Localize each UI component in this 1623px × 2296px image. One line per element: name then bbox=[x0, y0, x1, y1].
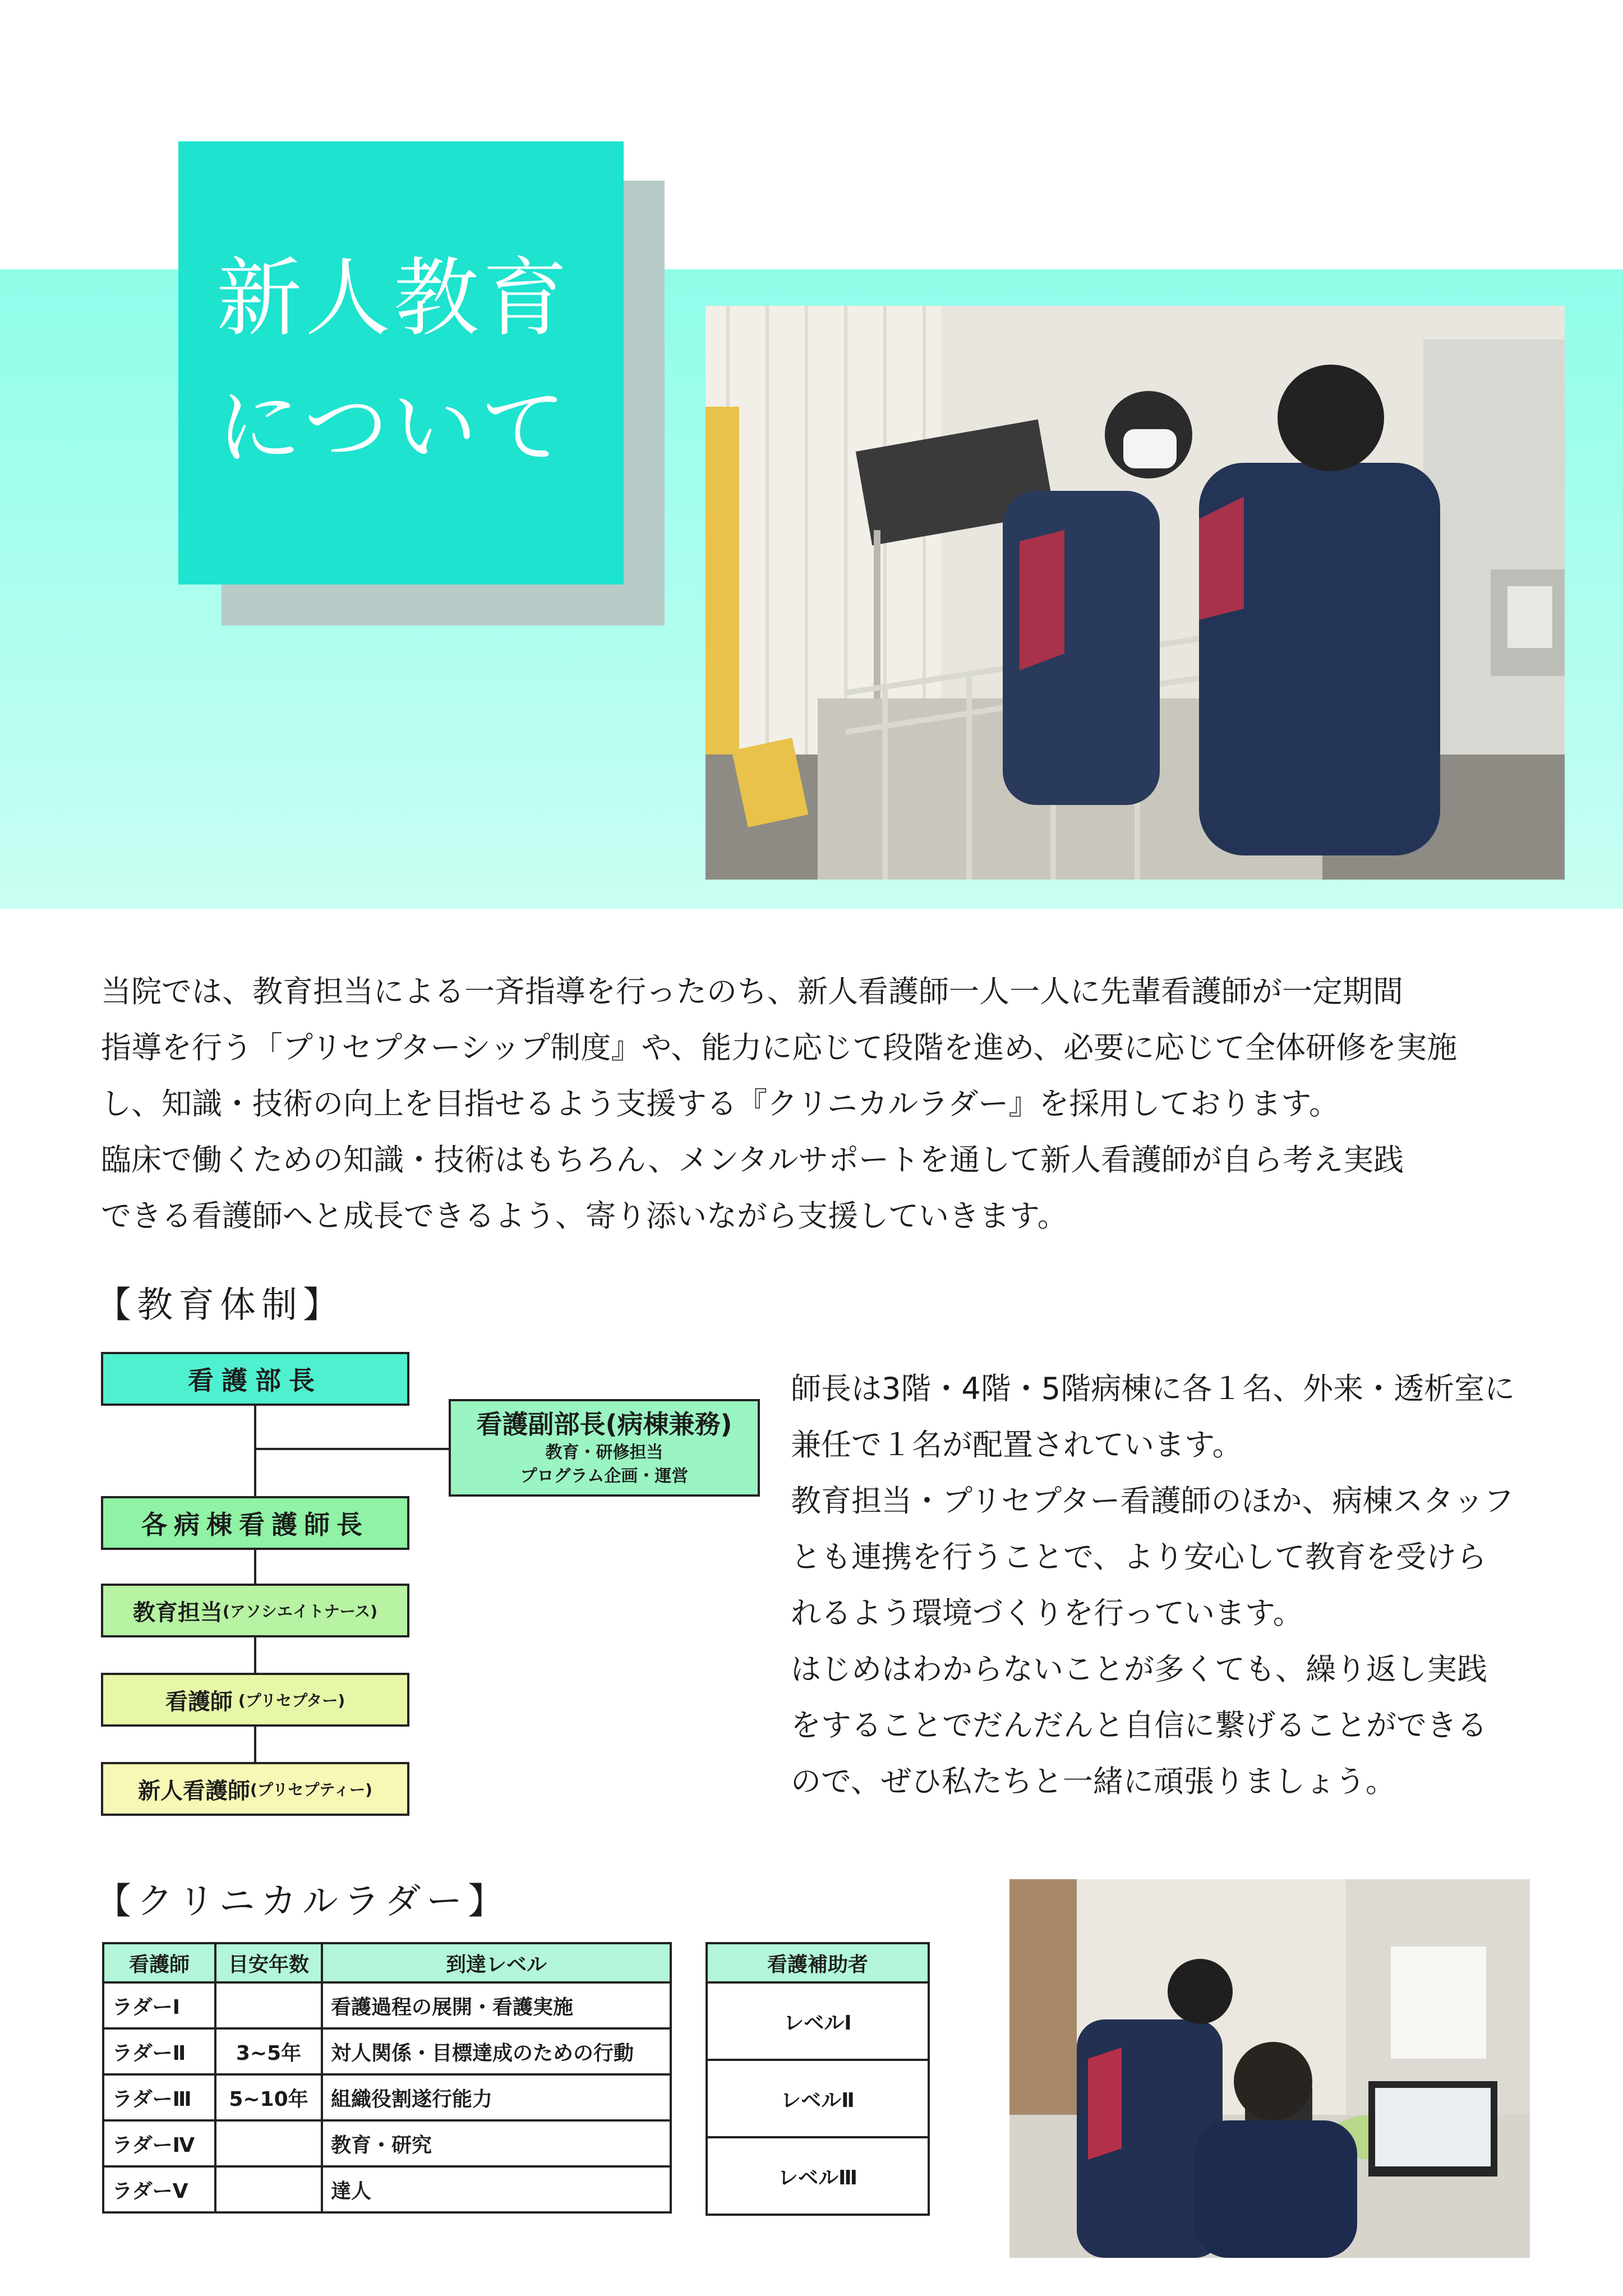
table-row bbox=[103, 1982, 671, 2028]
education-description bbox=[791, 1361, 1576, 1810]
table-header: 目安年数 bbox=[215, 1943, 322, 1982]
description-line: れるよう環境づくりを行っています。 bbox=[791, 1595, 1303, 1631]
clinical-ladder-heading: 【クリニカルラダー】 bbox=[95, 1881, 510, 1922]
ladder-level: ラダーⅠ bbox=[103, 1982, 215, 2028]
org-head-nurse: 看護部長 bbox=[101, 1352, 409, 1406]
intro-text bbox=[101, 964, 1548, 1244]
ladder-level: ラダーⅤ bbox=[103, 2166, 215, 2212]
ladder-goal: 対人関係・目標達成のための行動 bbox=[322, 2028, 671, 2074]
org-new-nurse bbox=[101, 1762, 409, 1816]
ladder-level: ラダーⅢ bbox=[103, 2074, 215, 2120]
org-deputy-sub: プログラム企画・運営 bbox=[520, 1466, 689, 1486]
table-header: 看護補助者 bbox=[707, 1943, 929, 1982]
org-connector bbox=[254, 1550, 256, 1584]
intro-line: できる看護師へと成長できるよう、寄り添いながら支援していきます。 bbox=[101, 1198, 1068, 1234]
title-line-1: 新人教育 bbox=[216, 249, 571, 348]
table-row bbox=[707, 1982, 929, 2060]
org-label: 看護師 bbox=[165, 1688, 233, 1715]
org-connector bbox=[254, 1727, 256, 1762]
ladder-years bbox=[215, 2120, 322, 2166]
description-line: 教育担当・プリセプター看護師のほか、病棟スタッフ bbox=[791, 1483, 1514, 1519]
table-header: 看護師 bbox=[103, 1943, 215, 1982]
ladder-level: ラダーⅡ bbox=[103, 2028, 215, 2074]
description-line: ので、ぜひ私たちと一緒に頑張りましょう。 bbox=[791, 1764, 1396, 1799]
description-line: 兼任で１名が配置されています。 bbox=[791, 1427, 1243, 1462]
education-system-heading: 【教育体制】 bbox=[95, 1285, 344, 1326]
intro-line: 臨床で働くための知識・技術はもちろん、メンタルサポートを通して新人看護師が自ら考え実践 bbox=[101, 1142, 1404, 1177]
org-ward-nurse: 各病棟看護師長 bbox=[101, 1496, 409, 1550]
ladder-years: 5~10年 bbox=[215, 2074, 322, 2120]
intro-line: し、知識・技術の向上を目指せるよう支援する『クリニカルラダー』を採用しております。 bbox=[101, 1086, 1340, 1121]
aide-table bbox=[706, 1942, 930, 2216]
table-row bbox=[707, 2137, 929, 2215]
org-sublabel: (アソシエイトナース) bbox=[222, 1602, 378, 1621]
ladder-goal: 看護過程の展開・看護実施 bbox=[322, 1982, 671, 2028]
hero-photo bbox=[706, 306, 1565, 880]
org-deputy bbox=[449, 1399, 760, 1497]
aide-level: レベルⅢ bbox=[707, 2137, 929, 2215]
table-row bbox=[103, 2120, 671, 2166]
org-sublabel: (プリセプティー) bbox=[250, 1780, 372, 1799]
org-label: 教育担当 bbox=[132, 1599, 223, 1626]
org-sublabel: (プリセプター) bbox=[238, 1691, 345, 1710]
aide-level: レベルⅡ bbox=[707, 2060, 929, 2137]
org-label: 新人看護師 bbox=[138, 1778, 251, 1804]
page-title bbox=[178, 141, 624, 585]
intro-line: 指導を行う「プリセプターシップ制度』や、能力に応じて段階を進め、必要に応じて全体研修を実施 bbox=[101, 1030, 1458, 1065]
aide-level: レベルⅠ bbox=[707, 1982, 929, 2060]
ladder-years bbox=[215, 1982, 322, 2028]
table-row bbox=[707, 2060, 929, 2137]
intro-line: 当院では、教育担当による一斉指導を行ったのち、新人看護師一人一人に先輩看護師が一定期間 bbox=[101, 974, 1403, 1009]
ladder-level: ラダーⅣ bbox=[103, 2120, 215, 2166]
description-line: はじめはわからないことが多くても、繰り返し実践 bbox=[791, 1651, 1487, 1687]
org-preceptor bbox=[101, 1673, 409, 1727]
ladder-table bbox=[102, 1942, 672, 2214]
office-photo bbox=[1009, 1879, 1530, 2258]
org-education-staff bbox=[101, 1584, 409, 1637]
title-line-2: について bbox=[216, 378, 569, 477]
description-line: をすることでだんだんと自信に繋げることができる bbox=[791, 1708, 1487, 1743]
ladder-years bbox=[215, 2166, 322, 2212]
org-connector bbox=[254, 1637, 256, 1673]
table-header-row bbox=[707, 1943, 929, 1982]
table-row bbox=[103, 2074, 671, 2120]
table-row bbox=[103, 2028, 671, 2074]
ladder-years: 3~5年 bbox=[215, 2028, 322, 2074]
org-connector bbox=[254, 1406, 256, 1496]
ladder-goal: 組織役割遂行能力 bbox=[322, 2074, 671, 2120]
org-deputy-sub: 教育・研修担当 bbox=[545, 1443, 663, 1462]
description-line: 師長は3階・4階・5階病棟に各１名、外来・透析室に bbox=[791, 1371, 1515, 1406]
ladder-goal: 達人 bbox=[322, 2166, 671, 2212]
org-deputy-title: 看護副部長(病棟兼務) bbox=[476, 1409, 732, 1439]
table-header: 到達レベル bbox=[322, 1943, 671, 1982]
org-connector bbox=[254, 1448, 449, 1450]
table-header-row bbox=[103, 1943, 671, 1982]
description-line: とも連携を行うことで、より安心して教育を受けら bbox=[791, 1539, 1487, 1575]
table-row bbox=[103, 2166, 671, 2212]
ladder-goal: 教育・研究 bbox=[322, 2120, 671, 2166]
